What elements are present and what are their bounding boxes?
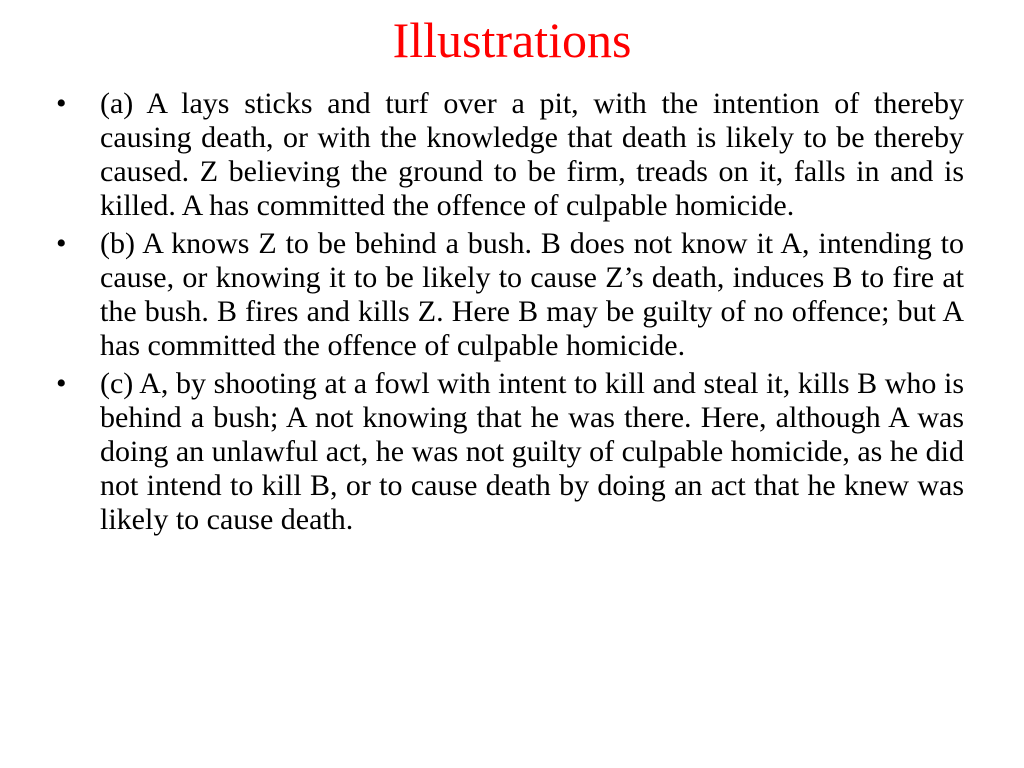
bullet-item-b xyxy=(52,227,964,363)
bullet-item-a xyxy=(52,87,964,223)
bullet-text-a: (a) A lays sticks and turf over a pit, with the intention of thereby causing death, or with the knowledge that death is likely to be thereby caused. Z believing the ground to be firm, treads on it, falls in and is killed. A has committed the offence of culpable homicide. xyxy=(100,87,964,222)
bullet-text-b: (b) A knows Z to be behind a bush. B does not know it A, intending to cause, or knowing it to be likely to cause Z’s death, induces B to fire at the bush. B fires and kills Z. Here B may be guilty of no offence; but A has committed the offence of culpable homicide. xyxy=(100,227,964,362)
bullet-list xyxy=(52,87,964,541)
bullet-item-c xyxy=(52,367,964,537)
bullet-text-c: (c) A, by shooting at a fowl with intent to kill and steal it, kills B who is behind a bush; A not knowing that he was there. Here, although A was doing an unlawful act, he was not guilty of culpable homicide, as he did not intend to kill B, or to cause death by doing an act that he knew was likely to cause death. xyxy=(100,367,964,536)
bullet-icon: • xyxy=(56,227,67,260)
bullet-icon: • xyxy=(56,87,67,120)
bullet-icon: • xyxy=(56,367,67,400)
slide-title: Illustrations xyxy=(392,12,632,68)
